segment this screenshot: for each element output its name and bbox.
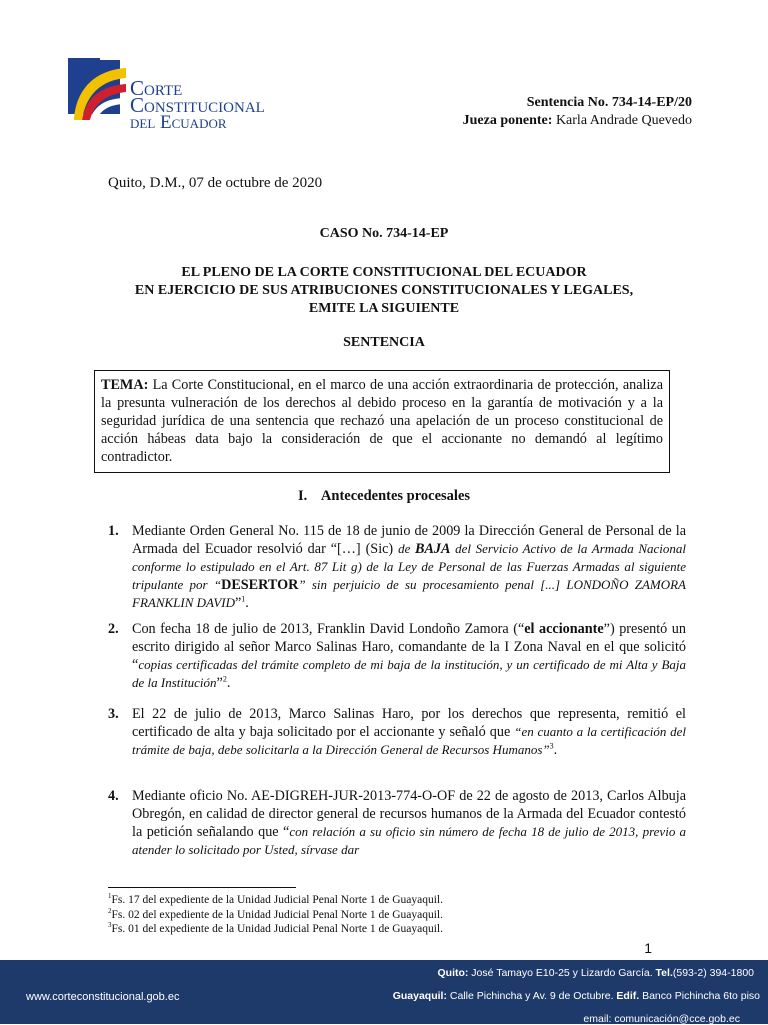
quito-label: Quito: bbox=[437, 967, 469, 979]
jueza-label: Jueza ponente: bbox=[462, 113, 553, 128]
guayaquil-address: Calle Pichincha y Av. 9 de Octubre. bbox=[446, 990, 617, 1002]
ecuador-flag-emblem-icon bbox=[66, 48, 126, 134]
sentencia-title: SENTENCIA bbox=[343, 335, 425, 350]
list-item bbox=[108, 522, 686, 612]
footnote-text: Fs. 02 del expediente de la Unidad Judicial Penal Norte 1 de Guayaquil. bbox=[111, 909, 443, 921]
logo-line-3: del Ecuador bbox=[130, 112, 227, 133]
item-bold: DESERTOR bbox=[221, 577, 299, 593]
pleno-heading bbox=[0, 264, 768, 318]
footnote-divider bbox=[108, 887, 296, 888]
guayaquil-label: Guayaquil: bbox=[392, 990, 447, 1002]
tema-box bbox=[94, 370, 670, 473]
item-text-part: . bbox=[245, 595, 249, 611]
item-quote: “en cuanto a la certificación del trámite de baja, debe solicitarla a la Dirección General de Recursos Humanos” bbox=[132, 724, 686, 757]
item-text-part: Con fecha 18 de julio de 2013, Franklin David Londoño Zamora (“ bbox=[132, 621, 525, 637]
pleno-line-1: EL PLENO DE LA CORTE CONSTITUCIONAL DEL ECUADOR bbox=[181, 265, 587, 280]
pleno-line-3: EMITE LA SIGUIENTE bbox=[308, 301, 460, 316]
item-quote: copias certificadas del trámite completo de mi baja de la institución, y un certificado de mi Alta y Baja de la Institución bbox=[132, 657, 686, 690]
footnote bbox=[108, 894, 443, 907]
logo-line-2: Constitucional bbox=[130, 93, 265, 117]
item-quote: de bbox=[398, 541, 415, 556]
item-quote: con relación a su oficio sin número de fecha 18 de julio de 2013, previo a atender lo solicitado por Usted, sírvase dar bbox=[132, 824, 686, 857]
item-text-part: ”) presentó un escrito dirigido al señor Marco Salinas Haro, comandante de la I Zona Naval en el que solicitó “ bbox=[132, 621, 686, 673]
item-text-part: ” bbox=[216, 675, 223, 691]
sentencia-number: Sentencia No. 734-14-EP/20 bbox=[526, 95, 692, 110]
item-number: 3. bbox=[108, 706, 119, 722]
footer-guayaquil-address bbox=[393, 990, 760, 1002]
tel-value: (593-2) 394-1800 bbox=[672, 967, 754, 979]
footnote-marker: 3 bbox=[108, 921, 112, 930]
logo-line-1: Corte bbox=[130, 76, 183, 100]
list-item bbox=[108, 787, 686, 859]
pleno-line-2: EN EJERCICIO DE SUS ATRIBUCIONES CONSTITUCIONALES Y LEGALES, bbox=[134, 283, 634, 298]
footnote-ref[interactable]: 1 bbox=[241, 594, 246, 604]
edif-label: Edif. bbox=[616, 990, 640, 1002]
footer-email[interactable]: email: comunicación@cce.gob.ec bbox=[583, 1013, 740, 1025]
item-bold: el accionante bbox=[524, 621, 604, 637]
jueza-ponente bbox=[463, 113, 692, 129]
item-text-part: El 22 de julio de 2013, Marco Salinas Haro, por los derechos que representa, remitió el certificado de alta y baja solicitado por el accionante y señaló que bbox=[132, 706, 686, 740]
item-text-part: . bbox=[226, 675, 231, 691]
jueza-name: Karla Andrade Quevedo bbox=[555, 113, 692, 128]
tema-label: TEMA: bbox=[101, 377, 149, 393]
footnote-marker: 2 bbox=[108, 907, 112, 916]
footnote-marker: 1 bbox=[108, 892, 112, 901]
document-date: Quito, D.M., 07 de octubre de 2020 bbox=[108, 175, 323, 191]
footer-quito-address bbox=[437, 967, 754, 979]
item-text bbox=[132, 705, 686, 759]
website-link[interactable]: www.corteconstitucional.gob.ec bbox=[26, 991, 180, 1003]
item-text bbox=[132, 620, 686, 692]
court-logo bbox=[66, 48, 286, 144]
case-number: CASO No. 734-14-EP bbox=[319, 226, 449, 241]
item-number: 4. bbox=[108, 788, 119, 804]
item-bold: BAJA bbox=[414, 541, 451, 557]
footnote-text: Fs. 01 del expediente de la Unidad Judicial Penal Norte 1 de Guayaquil. bbox=[111, 923, 443, 935]
item-quote: del Servicio Activo de la Armada Nacional conforme lo estipulado en el Art. 87 Lit g) de la Ley de Personal de las Fuerzas Armadas al siguiente tripulante por “ bbox=[132, 541, 686, 592]
footnote-text: Fs. 17 del expediente de la Unidad Judicial Penal Norte 1 de Guayaquil. bbox=[111, 894, 443, 906]
footnote-ref[interactable]: 2 bbox=[222, 674, 227, 684]
list-item bbox=[108, 705, 686, 759]
page-footer bbox=[0, 960, 768, 1024]
logo-wordmark bbox=[130, 76, 265, 133]
item-text bbox=[132, 787, 686, 859]
item-text-part: . bbox=[553, 742, 558, 758]
footnote-ref[interactable]: 3 bbox=[549, 741, 554, 751]
tema-text: La Corte Constitucional, en el marco de una acción extraordinaria de protección, analiza la presunta vulneración de los derechos al debido proceso en la garantía de motivación y a la seguridad jurídica de una sentencia que rechazó una apelación de un proceso constitucional de acción hábeas data bajo la consideración de que el accionante no demandó al legítimo contradictor. bbox=[101, 377, 663, 465]
tel-label: Tel. bbox=[655, 967, 673, 979]
item-text-part: ” bbox=[234, 595, 242, 611]
edif-value: Banco Pichincha 6to piso bbox=[639, 990, 760, 1002]
item-text bbox=[132, 522, 686, 612]
list-item bbox=[108, 620, 686, 692]
page-number: 1 bbox=[644, 940, 652, 956]
quito-address: José Tamayo E10-25 y Lizardo García. bbox=[468, 967, 656, 979]
item-number: 2. bbox=[108, 621, 119, 637]
item-text-part: Mediante oficio No. AE-DIGREH-JUR-2013-774-O-OF de 22 de agosto de 2013, Carlos Albuja Obregón, en calidad de director general de recursos humanos de la Armada del Ecuador contestó la petición señalando que “ bbox=[132, 788, 686, 840]
footnote bbox=[108, 909, 443, 922]
item-text-part: Mediante Orden General No. 115 de 18 de junio de 2009 la Dirección General de Personal de la Armada del Ecuador resolvió dar “[…] (Sic) bbox=[132, 523, 686, 557]
footnote bbox=[108, 923, 443, 936]
section-title: I. Antecedentes procesales bbox=[297, 488, 471, 504]
item-quote: ” sin perjuicio de su procesamiento penal [...] LONDOÑO ZAMORA FRANKLIN DAVID bbox=[132, 577, 686, 610]
item-number: 1. bbox=[108, 523, 119, 539]
